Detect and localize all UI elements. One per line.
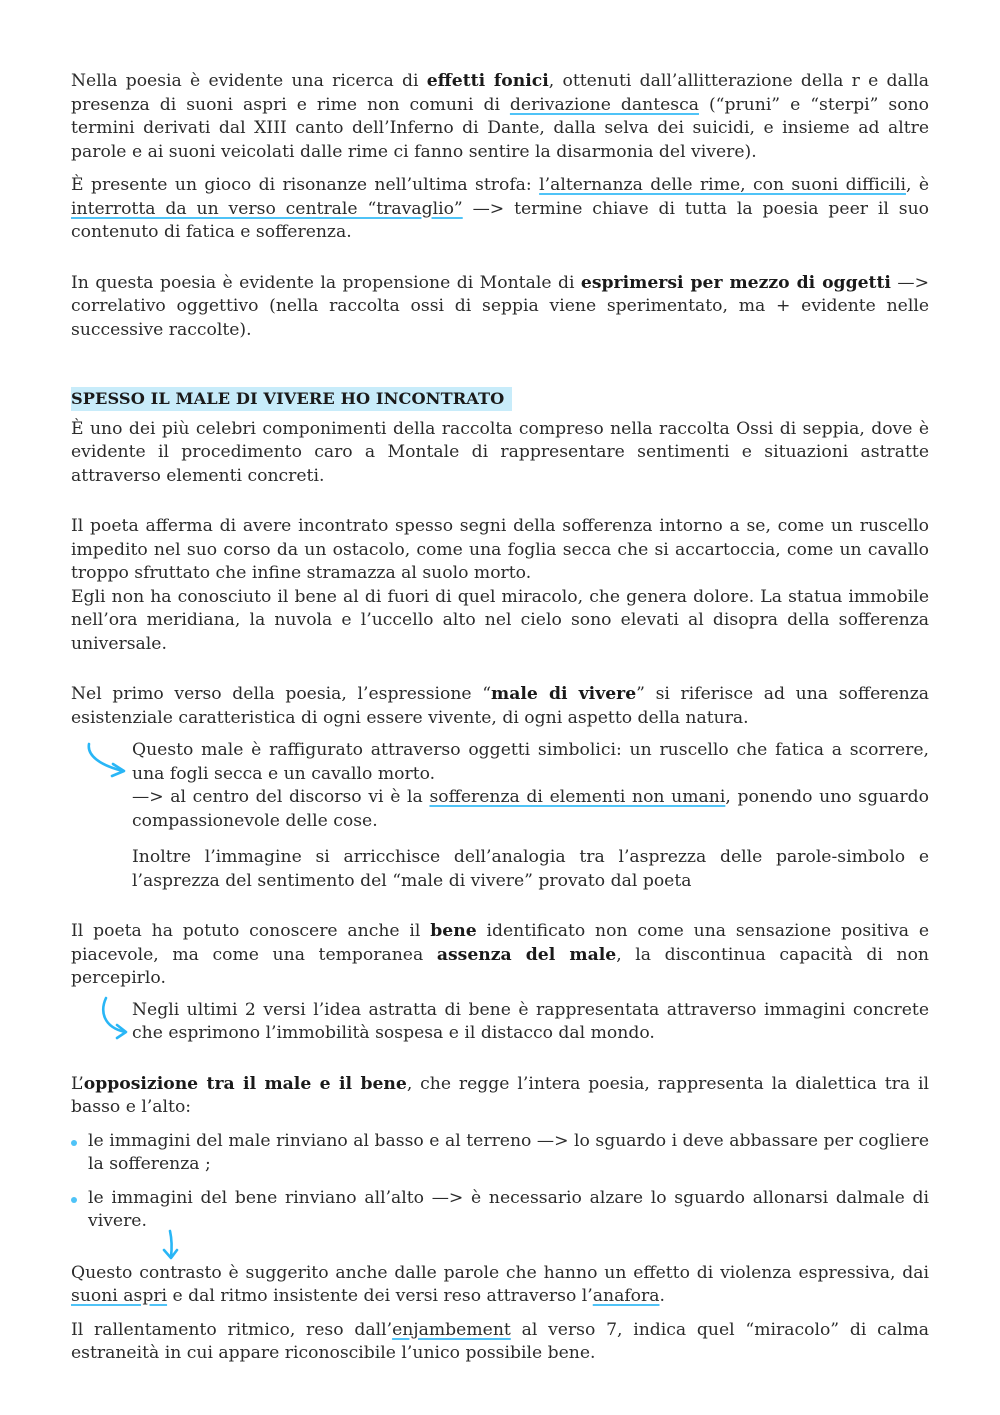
bold-text: bene <box>430 921 477 941</box>
highlighted-text: enjambement <box>392 1319 511 1340</box>
text-run: È presente un gioco di risonanze nell’ultima strofa: <box>71 175 540 195</box>
paragraph-correlativo-oggettivo <box>71 272 929 343</box>
section-heading: SPESSO IL MALE DI VIVERE HO INCONTRATO <box>71 387 512 411</box>
paragraph-risonanze <box>71 174 929 245</box>
paragraph-segni-sofferenza: Il poeta afferma di avere incontrato spesso segni della sofferenza intorno a se, come un ruscello impedito nel suo corso da un ostacolo, come una foglia secca che si accartoccia, come un cavallo troppo sfruttato che infine stramazza al suolo morto. <box>71 516 929 583</box>
text-run: al verso 7, indica quel “miracolo” di calma estraneità in cui appare riconoscibile l’unico possibile bene. <box>71 1319 929 1363</box>
subnote-analogia: Inoltre l’immagine si arricchisce dell’analogia tra l’asprezza delle parole-simbolo e l’asprezza del sentimento del “male di vivere” provato dal poeta <box>132 847 929 891</box>
text-run: Nel primo verso della poesia, l’espressione “ <box>71 684 492 704</box>
paragraph-opposizione <box>71 1073 929 1120</box>
text-run: —> correlativo oggettivo (nella raccolta ossi di seppia viene sperimentato, ma + evidente nelle successive raccolte). <box>71 272 929 340</box>
paragraph-bene-miracolo: Egli non ha conosciuto il bene al di fuori di quel miracolo, che genera dolore. La statua immobile nell’ora meridiana, la nuvola e l’uccello alto nel cielo sono elevati al disopra della sofferenza universale. <box>71 586 929 654</box>
text-run: e dal ritmo insistente dei versi reso attraverso l’ <box>167 1286 593 1306</box>
paragraph-enjambement <box>71 1319 929 1366</box>
highlighted-text: l’alternanza delle rime, con suoni difficili <box>539 175 906 195</box>
text-run: In questa poesia è evidente la propensione di Montale di <box>71 272 581 293</box>
text-run: . <box>659 1286 665 1306</box>
text-run: Il poeta ha potuto conoscere anche il <box>71 921 431 941</box>
paragraph-male-di-vivere <box>71 683 929 730</box>
subnote-text-2 <box>132 786 929 833</box>
bold-text: male di vivere <box>491 684 637 704</box>
list-item <box>71 1130 929 1177</box>
text-run: L’ <box>71 1073 84 1094</box>
bold-text: assenza del male <box>436 944 617 965</box>
paragraph-componimento: È uno dei più celebri componimenti della raccolta compreso nella raccolta Ossi di seppia, dove è evidente il procedimento caro a Montale di rappresentare sentimenti e situazioni astratte attraverso elementi concreti. <box>71 418 929 486</box>
highlighted-text: anafora <box>592 1286 660 1306</box>
document-page <box>71 70 929 1366</box>
list-item-text: le immagini del male rinviano al basso e al terreno —> lo sguardo i deve abbassare per cogliere la sofferenza ; <box>88 1130 929 1174</box>
bullet-dot-icon <box>71 1140 77 1146</box>
subnote-bene-immagini <box>71 999 929 1046</box>
text-run: identificato non come una sensazione positiva e piacevole, ma come una temporanea <box>71 921 929 965</box>
highlighted-text: sofferenza di elementi non umani <box>429 787 726 807</box>
subnote-oggetti-simbolici <box>71 739 929 893</box>
highlighted-text: interrotta da un verso centrale “travaglio” <box>71 198 463 219</box>
down-arrow-icon <box>159 1228 183 1262</box>
text-run: —> al centro del discorso vi è la <box>132 787 430 807</box>
text-run: Il rallentamento ritmico, reso dall’ <box>71 1319 393 1340</box>
highlighted-text: derivazione dantesca <box>509 94 699 115</box>
bold-text: esprimersi per mezzo di oggetti <box>580 272 891 293</box>
list-item <box>71 1187 929 1234</box>
text-run: Questo contrasto è suggerito anche dalle parole che hanno un effetto di violenza espressiva, dai <box>71 1262 929 1283</box>
highlighted-text: suoni aspri <box>71 1286 168 1306</box>
bullet-dot-icon <box>71 1197 77 1203</box>
text-run: , ponendo uno sguardo compassionevole delle cose. <box>132 787 929 831</box>
text-run: (“pruni” e “sterpi” sono termini derivati dal XIII canto dell’Inferno di Dante, dalla selva dei suicidi, e insieme ad altre parole e ai suoni veicolati dalle rime ci fanno sentire la disarmonia del vivere). <box>71 94 929 162</box>
text-run: , che regge l’intera poesia, rappresenta la dialettica tra il basso e l’alto: <box>71 1073 929 1117</box>
paragraph-effetti-fonici <box>71 70 929 164</box>
text-run: ” si riferisce ad una sofferenza esistenziale caratteristica di ogni essere vivente, di ogni aspetto della natura. <box>71 684 929 728</box>
text-run: , la discontinua capacità di non percepirlo. <box>71 944 929 988</box>
bold-text: effetti fonici <box>426 71 549 91</box>
paragraph-bene <box>71 920 929 991</box>
text-run: , ottenuti dall’allitterazione della r e dalla presenza di suoni aspri e rime non comuni di <box>71 71 929 115</box>
curved-arrow-icon <box>97 995 137 1041</box>
paragraph-contrasto <box>71 1262 929 1309</box>
list-item-text: le immagini del bene rinviano all’alto —> è necessario alzare lo sguardo allonarsi dalmale di vivere. <box>88 1187 929 1231</box>
subnote-text-1: Questo male è raffigurato attraverso oggetti simbolici: un ruscello che fatica a scorrere, una fogli secca e un cavallo morto. <box>132 740 929 784</box>
section-heading-wrap <box>71 387 929 412</box>
text-run: Nella poesia è evidente una ricerca di <box>71 71 427 91</box>
curved-arrow-icon <box>83 741 129 779</box>
down-arrow-wrap <box>71 1234 929 1256</box>
text-run: —> termine chiave di tutta la poesia peer il suo contenuto di fatica e sofferenza. <box>71 198 929 242</box>
subnote-text-3: Negli ultimi 2 versi l’idea astratta di bene è rappresentata attraverso immagini concrete che esprimono l’immobilità sospesa e il distacco dal mondo. <box>132 999 929 1043</box>
bold-text: opposizione tra il male e il bene <box>83 1073 407 1094</box>
text-run: , è <box>905 175 930 195</box>
